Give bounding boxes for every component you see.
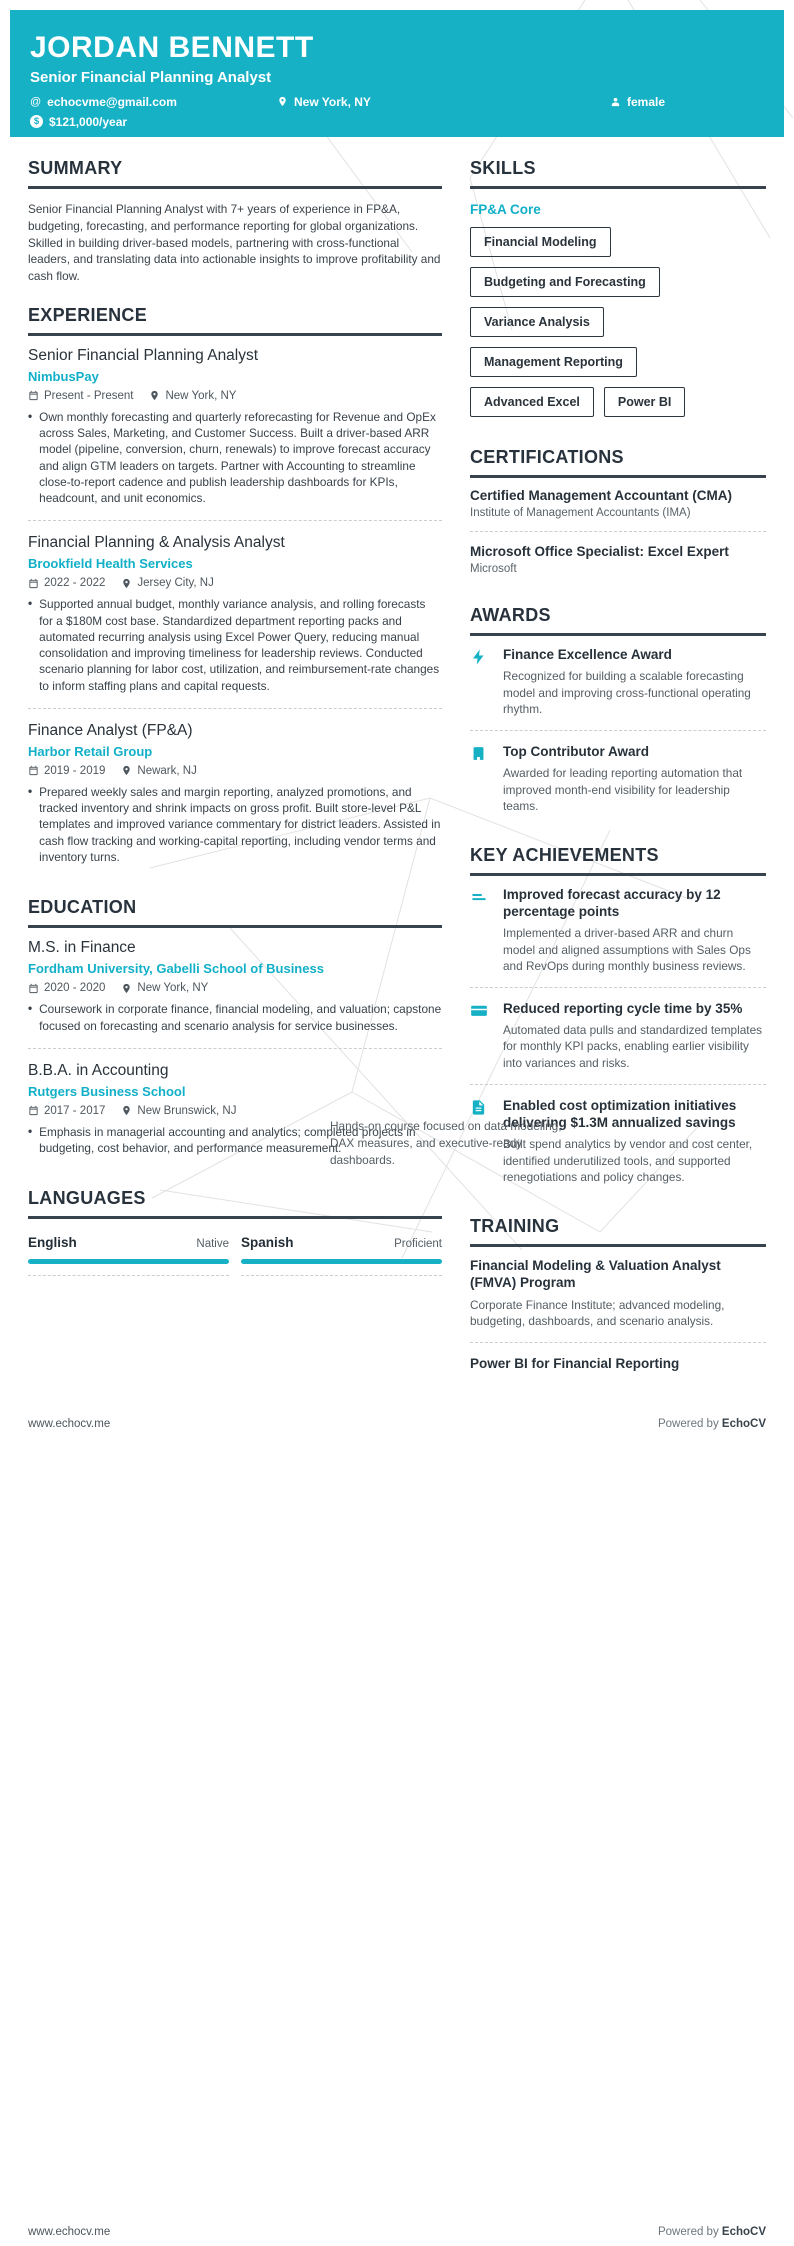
candidate-name: JORDAN BENNETT — [30, 31, 314, 64]
divider — [470, 730, 766, 731]
summary-section — [28, 158, 442, 285]
award-item — [470, 733, 766, 825]
contact-row — [30, 95, 764, 109]
job-bullet: • Supported annual budget, monthly variance analysis, and rolling forecasts for a $180M cost base. Standardized department reporting packs and automated recurring analysis using Excel Power Query, reducing manual consolidation and improving timeliness for leadership reviews. Conducted scenario planning for labor cost, utilization, and reimbursement-rate changes to inform staffing plans and capital requests. — [28, 596, 440, 693]
education-entry — [28, 928, 442, 1046]
training-section — [470, 1216, 766, 1383]
award-title: Finance Excellence Award — [503, 647, 672, 662]
job-meta — [28, 765, 442, 777]
certification-issuer: Microsoft — [470, 563, 517, 575]
job-location: Jersey City, NJ — [121, 577, 213, 589]
job-title: Finance Analyst (FP&A) — [28, 721, 193, 739]
award-title: Top Contributor Award — [503, 743, 649, 759]
job-company: Brookfield Health Services — [28, 556, 193, 572]
divider — [470, 1084, 766, 1085]
job-dates: Present - Present — [28, 390, 133, 402]
gender-item — [610, 95, 665, 109]
body-columns — [0, 158, 794, 1402]
language-bar-fill — [241, 1259, 442, 1264]
divider — [28, 708, 442, 709]
achievement-title: Enabled cost optimization initiatives delivering $1.3M annualized savings — [503, 1097, 737, 1130]
training-heading: TRAINING — [470, 1216, 766, 1247]
education-location: New York, NY — [121, 982, 208, 994]
right-column — [470, 158, 766, 1402]
job-title: Financial Planning & Analysis Analyst — [28, 534, 285, 552]
certification-issuer: Institute of Management Accountants (IMA) — [470, 507, 691, 519]
skill-tag: Advanced Excel — [470, 387, 594, 417]
bullet-dot: • — [28, 1001, 33, 1016]
degree-title: M.S. in Finance — [28, 939, 136, 957]
person-icon — [610, 96, 621, 107]
footer-bottom — [0, 2226, 794, 2238]
divider — [241, 1275, 442, 1276]
achievement-description: Built spend analytics by vendor and cost center, identified underutilized tools, and supported renegotiations and policy changes. — [503, 1137, 753, 1185]
salary-text: $121,000/year — [49, 114, 128, 129]
skill-tag: Budgeting and Forecasting — [470, 267, 660, 297]
language-bar — [28, 1259, 229, 1264]
experience-entry — [28, 711, 442, 877]
degree-title: B.B.A. in Accounting — [28, 1061, 169, 1079]
skill-tag: Financial Modeling — [470, 227, 611, 257]
location-pin-icon — [149, 390, 160, 401]
language-level: Native — [196, 1238, 229, 1251]
language-name: Spanish — [241, 1235, 294, 1251]
job-dates: 2022 - 2022 — [28, 577, 105, 589]
award-item — [470, 636, 766, 728]
location-pin-icon — [121, 765, 132, 776]
salary-row — [30, 115, 764, 129]
calendar-icon — [28, 1105, 39, 1116]
location-text: New York, NY — [294, 94, 371, 109]
summary-text: Senior Financial Planning Analyst with 7+ years of experience in FP&A, budgeting, forecasting, and performance reporting for global organizations. Skilled in building driver-based models, partnering with cross-functional leaders, and translating data into actionable insights to improve profitability and cash flow. — [28, 202, 441, 283]
experience-entry — [28, 336, 442, 519]
bullet-dot: • — [28, 408, 33, 423]
footer-brand: EchoCV — [721, 2226, 766, 2238]
training-title: Power BI for Financial Reporting — [470, 1355, 680, 1371]
award-description: Recognized for building a scalable forecasting model and improving cross-functional operating rhythm. — [503, 669, 751, 717]
training-item — [470, 1345, 766, 1383]
skill-tag: Power BI — [604, 387, 686, 417]
divider — [28, 1048, 442, 1049]
location-pin-icon — [121, 578, 132, 589]
certification-item — [470, 478, 766, 529]
language-item — [28, 1235, 229, 1276]
calendar-icon — [28, 578, 39, 589]
language-bar — [241, 1259, 442, 1264]
training-title: Financial Modeling & Valuation Analyst (FMVA) Program — [470, 1257, 721, 1291]
education-meta — [28, 982, 442, 994]
lightning-icon — [470, 646, 489, 718]
school-name: Fordham University, Gabelli School of Business — [28, 961, 324, 977]
footer-site-link[interactable]: www.echocv.me — [28, 2226, 111, 2238]
certification-name: Microsoft Office Specialist: Excel Expert — [470, 544, 729, 559]
location-pin-icon — [121, 1105, 132, 1116]
bullet-dot: • — [28, 596, 33, 611]
training-item — [470, 1247, 766, 1340]
language-name: English — [28, 1235, 77, 1251]
education-location: New Brunswick, NJ — [121, 1105, 236, 1117]
school-name: Rutgers Business School — [28, 1083, 186, 1099]
experience-entry — [28, 523, 442, 706]
footer-brand: EchoCV — [721, 1418, 766, 1431]
language-item — [241, 1235, 442, 1276]
job-bullet: • Prepared weekly sales and margin reporting, analyzed promotions, and tracked inventory and shrink impacts on gross profit. Built store-level P&L templates and improved variance commentary for district leaders. Assisted in cash flow tracking and working-capital reporting, including vendor terms and inventory turns. — [28, 783, 441, 864]
location-pin-icon — [277, 96, 288, 107]
skill-list — [470, 227, 766, 267]
bullet-dot: • — [28, 783, 33, 798]
achievement-title: Improved forecast accuracy by 12 percentage points — [503, 886, 721, 919]
footer — [0, 1418, 794, 1430]
job-dates: 2019 - 2019 — [28, 765, 105, 777]
location-pin-icon — [121, 983, 132, 994]
job-meta — [28, 390, 442, 402]
education-bullet: • Emphasis in managerial accounting and analytics; completed projects in budgeting, cost behavior, and performance measurement. — [28, 1123, 416, 1156]
skill-group-label: FP&A Core — [470, 202, 541, 217]
lines-icon — [470, 886, 489, 975]
card-icon — [470, 1000, 489, 1072]
languages-heading: LANGUAGES — [28, 1188, 442, 1219]
language-bar-fill — [28, 1259, 229, 1264]
certification-item — [470, 534, 766, 585]
footer-powered: Powered by EchoCV — [657, 2226, 766, 2238]
skills-heading: SKILLS — [470, 158, 766, 189]
bullet-dot: • — [28, 1123, 33, 1138]
calendar-icon — [28, 390, 39, 401]
achievement-title: Reduced reporting cycle time by 35% — [503, 1000, 743, 1016]
calendar-icon — [28, 983, 39, 994]
languages-section — [28, 1188, 442, 1276]
candidate-title: Senior Financial Planning Analyst — [30, 68, 272, 86]
left-column — [28, 158, 442, 1402]
footer-site-link[interactable]: www.echocv.me — [28, 1418, 111, 1431]
achievement-item — [470, 876, 766, 985]
email-text: echocvme@gmail.com — [47, 94, 177, 109]
footer-powered: Powered by EchoCV — [657, 1418, 766, 1431]
award-description: Awarded for leading reporting automation that improved month-end visibility for leadership teams. — [503, 766, 743, 814]
certification-name: Certified Management Accountant (CMA) — [470, 488, 733, 503]
achievement-item — [470, 990, 766, 1082]
key-achievements-heading: KEY ACHIEVEMENTS — [470, 845, 766, 876]
skill-tag: Management Reporting — [470, 347, 637, 377]
certifications-heading: CERTIFICATIONS — [470, 447, 766, 478]
education-heading: EDUCATION — [28, 897, 442, 928]
job-bullet: • Own monthly forecasting and quarterly reforecasting for Revenue and OpEx across Sales, Marketing, and Customer Success. Built a driver-based ARR model (pipeline, conversion, churn, renewals) to improve forecast accuracy and align GTM leaders on targets. Partner with Accounting to streamline close-to-report cadence and publish leadership dashboards for KPIs, headcount, and unit economics. — [28, 408, 436, 506]
divider — [28, 1275, 229, 1276]
awards-heading: AWARDS — [470, 605, 766, 636]
languages-grid — [28, 1235, 442, 1276]
divider — [470, 531, 766, 532]
divider — [470, 987, 766, 988]
training-description: Corporate Finance Institute; advanced modeling, budgeting, dashboards, and scenario analysis. — [470, 1297, 725, 1329]
experience-heading: EXPERIENCE — [28, 305, 442, 336]
salary-item — [30, 115, 127, 129]
divider — [28, 520, 442, 521]
experience-section — [28, 305, 442, 878]
education-dates: 2017 - 2017 — [28, 1105, 105, 1117]
job-title: Senior Financial Planning Analyst — [28, 346, 259, 364]
education-dates: 2020 - 2020 — [28, 982, 105, 994]
job-location: Newark, NJ — [121, 765, 196, 777]
building-icon — [470, 743, 489, 815]
job-company: NimbusPay — [28, 368, 99, 384]
training-overflow-text: Hands-on course focused on data modeling, DAX measures, and executive-ready dashboards. — [330, 1119, 562, 1167]
certifications-section — [470, 447, 766, 585]
location-item — [277, 95, 610, 109]
skills-section — [470, 158, 766, 427]
skill-tag: Variance Analysis — [470, 307, 604, 337]
summary-heading: SUMMARY — [28, 158, 442, 189]
divider — [470, 1342, 766, 1343]
dollar-icon — [30, 115, 43, 128]
achievement-description: Implemented a driver-based ARR and churn model and aligned assumptions with Sales Ops and RevOps during monthly business reviews. — [503, 926, 751, 974]
calendar-icon — [28, 765, 39, 776]
header — [10, 10, 784, 137]
education-meta — [28, 1105, 442, 1117]
email-item[interactable] — [30, 95, 277, 109]
gender-text: female — [627, 94, 666, 109]
job-meta — [28, 577, 442, 589]
awards-section — [470, 605, 766, 825]
language-level: Proficient — [394, 1238, 442, 1251]
job-location: New York, NY — [149, 390, 236, 402]
email-icon — [30, 96, 41, 108]
achievement-description: Automated data pulls and standardized templates for monthly KPI packs, enabling earlier visibility into variances and risks. — [503, 1022, 763, 1070]
education-bullet: • Coursework in corporate finance, financial modeling, and valuation; capstone focused on forecasting and scenario analysis for service businesses. — [28, 1001, 442, 1033]
job-company: Harbor Retail Group — [28, 743, 153, 759]
